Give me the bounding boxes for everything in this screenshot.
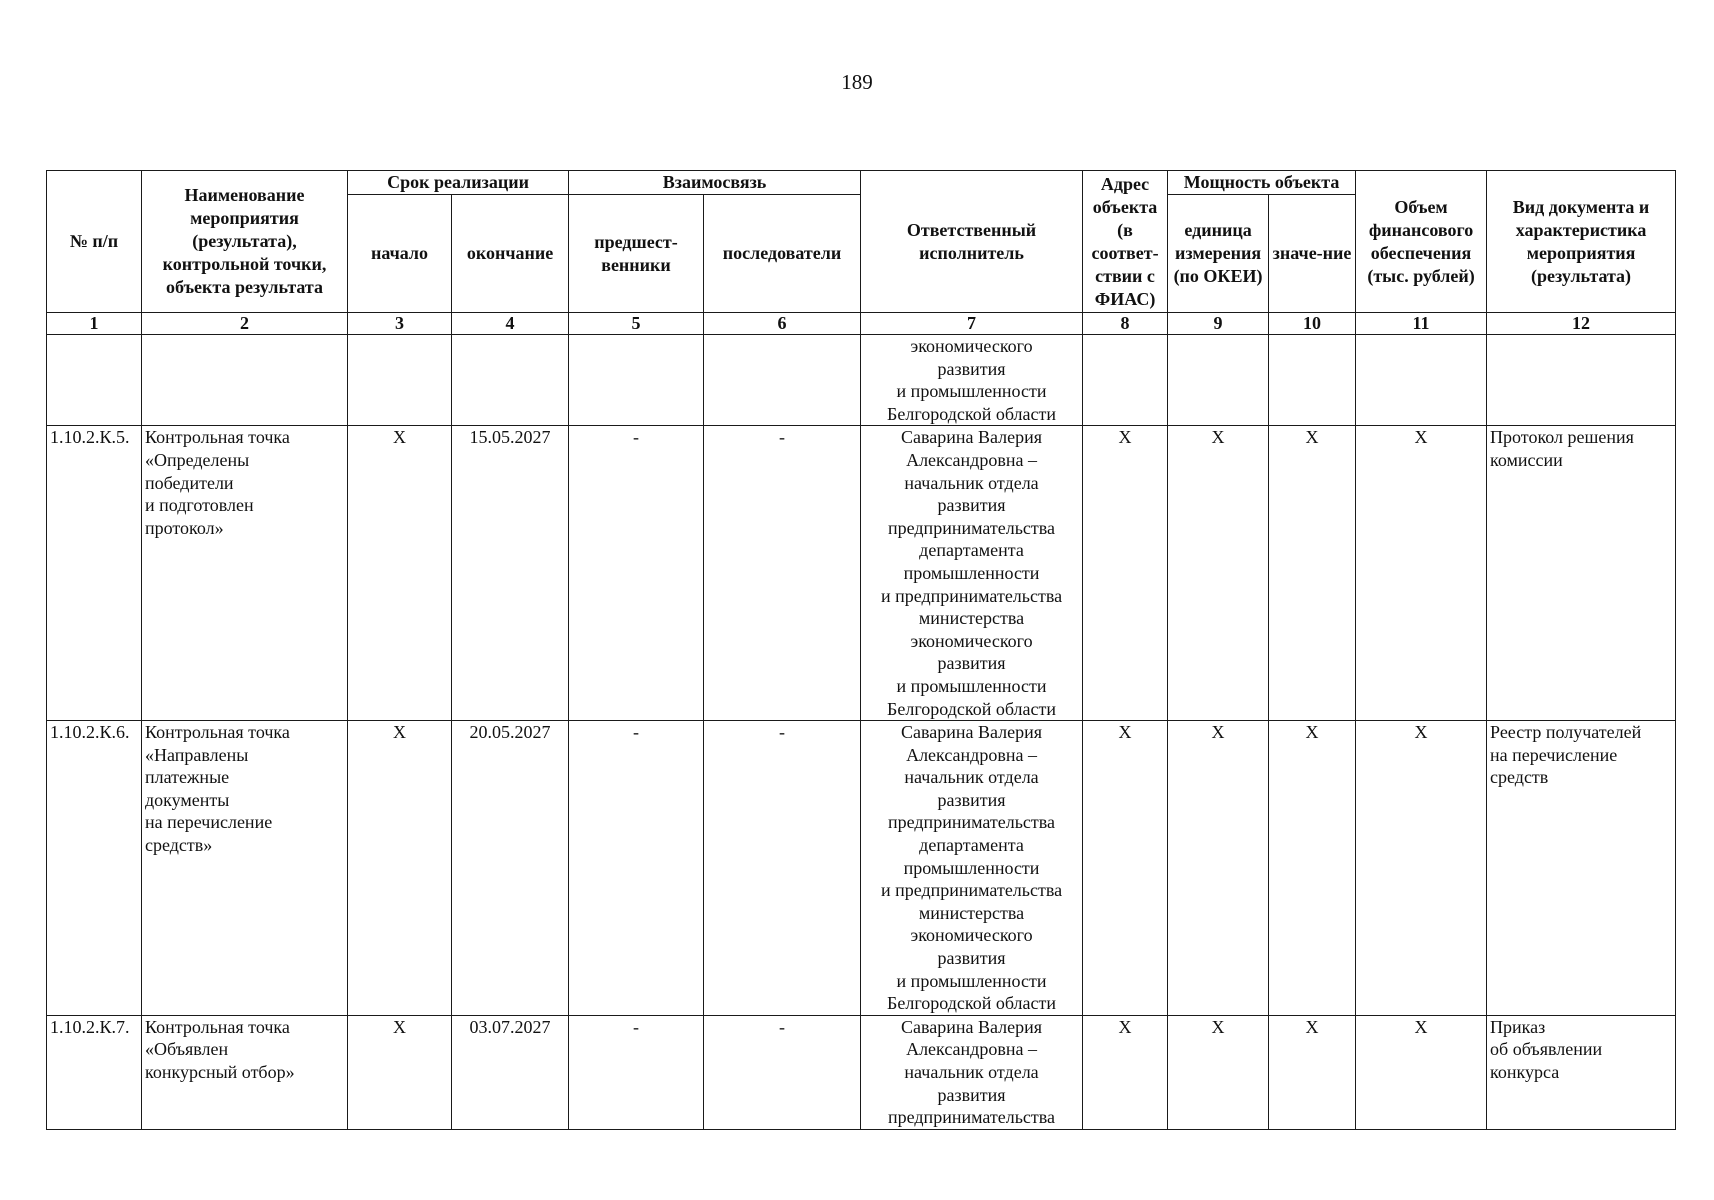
header-finance: Объем финансового обеспечения (тыс. рублей) (1356, 171, 1487, 313)
header-num: № п/п (47, 171, 142, 313)
responsible-cell: Саварина Валерия Александровна – начальник отдела развития предпринимательства (861, 1015, 1083, 1129)
responsible-cell: Саварина Валерия Александровна – начальник отдела развития предпринимательства департамента промышленности и предпринимательства министерства экономического развития и промышленности Белгородской области (861, 721, 1083, 1016)
finance-cell: X (1356, 721, 1487, 1016)
column-number: 11 (1356, 313, 1487, 335)
column-number: 4 (452, 313, 569, 335)
end-cell: 03.07.2027 (452, 1015, 569, 1129)
name-cell: Контрольная точка «Направлены платежные документы на перечисление средств» (142, 721, 348, 1016)
header-capacity: Мощность объекта (1168, 171, 1356, 195)
predecessors-cell: - (569, 1015, 704, 1129)
header-predecessors: предшест-венники (569, 195, 704, 313)
column-number: 12 (1487, 313, 1676, 335)
responsible-cell: экономического развития и промышленности Белгородской области (861, 335, 1083, 426)
predecessors-cell: - (569, 426, 704, 721)
column-number: 7 (861, 313, 1083, 335)
document-cell: Приказ об объявлении конкурса (1487, 1015, 1676, 1129)
header-period-end: окончание (452, 195, 569, 313)
column-number: 9 (1168, 313, 1269, 335)
num-cell: 1.10.2.К.6. (47, 721, 142, 1016)
header-document: Вид документа и характеристика мероприятия (результата) (1487, 171, 1676, 313)
successors-cell: - (704, 721, 861, 1016)
plan-table (46, 170, 1676, 1130)
header-successors: последователи (704, 195, 861, 313)
header-value: значе-ние (1269, 195, 1356, 313)
end-cell: 20.05.2027 (452, 721, 569, 1016)
value-cell: X (1269, 721, 1356, 1016)
header-period-start: начало (348, 195, 452, 313)
table-row-continuation (47, 335, 1676, 426)
column-number: 3 (348, 313, 452, 335)
start-cell: X (348, 1015, 452, 1129)
table-row (47, 426, 1676, 721)
unit-cell: X (1168, 1015, 1269, 1129)
value-cell: X (1269, 1015, 1356, 1129)
column-number: 1 (47, 313, 142, 335)
address-cell: X (1083, 426, 1168, 721)
end-cell: 15.05.2027 (452, 426, 569, 721)
start-cell: X (348, 426, 452, 721)
unit-cell: X (1168, 721, 1269, 1016)
header-relation: Взаимосвязь (569, 171, 861, 195)
start-cell: X (348, 721, 452, 1016)
column-number: 10 (1269, 313, 1356, 335)
successors-cell: - (704, 1015, 861, 1129)
column-number: 2 (142, 313, 348, 335)
value-cell: X (1269, 426, 1356, 721)
table-header (47, 171, 1676, 335)
document-cell: Протокол решения комиссии (1487, 426, 1676, 721)
num-cell: 1.10.2.К.5. (47, 426, 142, 721)
table-row (47, 721, 1676, 1016)
column-number: 5 (569, 313, 704, 335)
responsible-cell: Саварина Валерия Александровна – начальник отдела развития предпринимательства департамента промышленности и предпринимательства министерства экономического развития и промышленности Белгородской области (861, 426, 1083, 721)
column-number: 6 (704, 313, 861, 335)
page-number: 189 (841, 70, 873, 94)
header-address: Адрес объекта (в соответ-ствии с ФИАС) (1083, 171, 1168, 313)
address-cell: X (1083, 1015, 1168, 1129)
num-cell: 1.10.2.К.7. (47, 1015, 142, 1129)
name-cell: Контрольная точка «Определены победители и подготовлен протокол» (142, 426, 348, 721)
finance-cell: X (1356, 1015, 1487, 1129)
header-unit: единица измерения (по ОКЕИ) (1168, 195, 1269, 313)
address-cell: X (1083, 721, 1168, 1016)
successors-cell: - (704, 426, 861, 721)
column-number: 8 (1083, 313, 1168, 335)
finance-cell: X (1356, 426, 1487, 721)
document-cell: Реестр получателей на перечисление средств (1487, 721, 1676, 1016)
header-name: Наименование мероприятия (результата), контрольной точки, объекта результата (142, 171, 348, 313)
table-row (47, 1015, 1676, 1129)
predecessors-cell: - (569, 721, 704, 1016)
header-period: Срок реализации (348, 171, 569, 195)
unit-cell: X (1168, 426, 1269, 721)
header-responsible: Ответственный исполнитель (861, 171, 1083, 313)
column-numbers-row (47, 313, 1676, 335)
name-cell: Контрольная точка «Объявлен конкурсный отбор» (142, 1015, 348, 1129)
